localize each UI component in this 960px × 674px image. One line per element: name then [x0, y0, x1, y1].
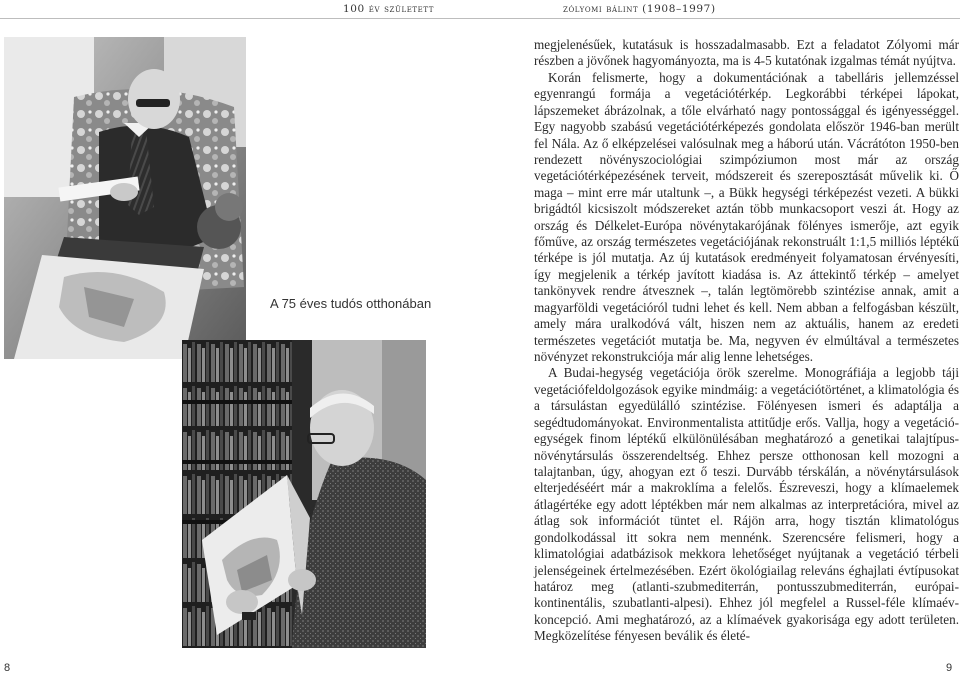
photo-scholar-holding-map — [182, 340, 426, 648]
header-rule — [0, 18, 960, 19]
paragraph-1: megjelenésűek, kutatásuk is hosszadalmasabb. Ezt a feladatot Zólyomi már részben a jövőnek hagyományozta, ma is 4-5 kutatónak izgalmas témát nyújtva. — [534, 37, 959, 69]
paragraph-3: A Budai-hegység vegetációja örök szerelme. Monográfiája a legjobb táji vegetációfeldolgozások egyike mindmáig: a vegetációtörténet, a klimatológia és a társulástan egyedülálló szintézise. Fölényesen ismeri és adaptálja a segédtudományokat. Environmentalista attitűdje erős. Vallja, hogy a vegetáció-egységek finom léptékű elkülönülésában meghatározó a genetikai talajtípus-növénytársulás összerendeltség. Ehhez persze otthonosan kell mozogni a talajtanban, úgy, ahogyan ezt ő teszi. Durvább térskálán, a növénytársulások elterjedéséért már a makroklíma a felelős. Észreveszi, hogy a klímaelemek átlagértéke egy adott léptékben már nem alkalmas az interpretációra, mivel az átlag sok információt tüntet el. Rájön arra, hogy tisztán klimatológus gondolkodással itt sokra nem mennénk. Szerencsére felismeri, hogy a klimatológiai adatbázisok mekkora lehetőséget nyújtanak a vegetáció térbeli jelenségeinek értelmezésében. Ezért ökológiailag releváns éghajlati évtípusokat határoz meg (atlanti-szubmediterrán, pontusszubmediterrán, európai-kontinentális, szubatlanti-alpesi). Ehhez jól megfelel a Russel-féle klímaév-koncepció. Ami meghatározó, az a klímaévek gyakorisága egy adott területen. Megközelítése fényesen beválik és életé- — [534, 365, 959, 644]
running-header-left: 100 év született — [343, 3, 435, 15]
body-text-column — [534, 37, 959, 645]
page-number-right: 9 — [946, 662, 953, 674]
page-number-left: 8 — [4, 662, 11, 674]
photo-scholar-in-armchair — [4, 37, 246, 359]
photo-scholar-in-armchair-image — [4, 37, 246, 359]
photo-scholar-holding-map-image — [182, 340, 426, 648]
running-header-right: zólyomi bálint (1908–1997) — [563, 3, 716, 15]
paragraph-2: Korán felismerte, hogy a dokumentációnak a tabelláris jellemzéssel egyenrangú formája a vegetációtérkép. Legkorábbi térképei lápokat, lápszemeket ábrázolnak, a tőle elvárható nagy pontossággal és igényességgel. Egy nagyobb szabású vegetációtérképezés gondolata először 1946-ban merült fel Nála. Az ő elképzelései valósulnak meg a háború után. Vácrátóton 1950-ben rendezett növényszociológiai szimpóziumon most már az ország vegetációtérképezésének terveit, módszereit és szereposztását művelik ki. Ő maga – mint erre már utaltunk –, a Bükk hegységi térképezést vezeti. A bükki brigádtól kicsiszolt módszereket aztán több munkacsoport veszi át. Hogy az ország és Délkelet-Európa növénytakarójának fölényes ismerője, azt egyik főműve, az ország természetes vegetációjának rekonstruált 1:1,5 milliós léptékű térképe is jól mutatja. Az új kutatások eredményeit folyamatosan érvényesíti, így megjelenik a térkép javított kiadása is. Az áttekintő térkép – amelyet tankönyvek rendre átvesznek –, talán legtömörebb szintézise annak, amit a magyarföldi vegetációról tudni lehet és kell. Nem abban a felfogásban készült, amely mára uralkodóvá vált, hiszen nem az aktuális, hanem az eredeti természetes vegetációt mutatja be. Ma, negyven év elmúltával a természetes növényzet rekonstrukciója már alig lenne lehetséges. — [534, 69, 959, 365]
photo-caption: A 75 éves tudós otthonában — [270, 296, 432, 311]
